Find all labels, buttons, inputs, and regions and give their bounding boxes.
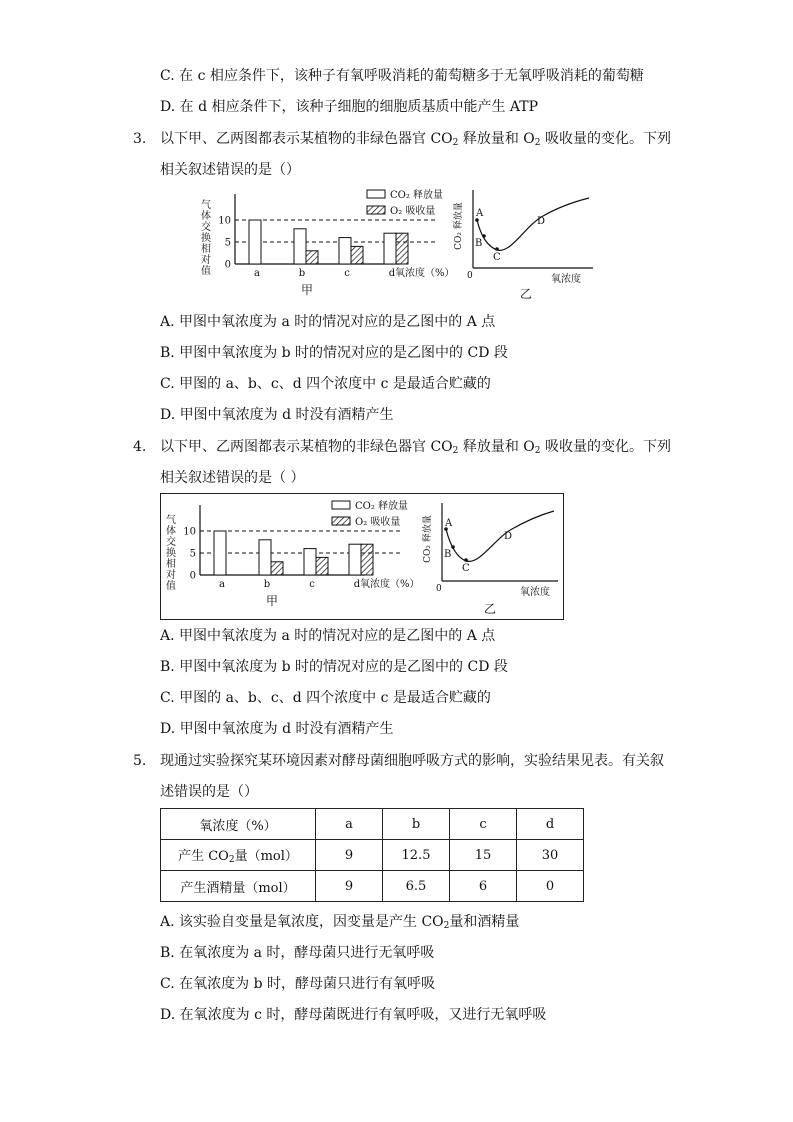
q4-option-d: D. 甲图中氧浓度为 d 时没有酒精产生 xyxy=(160,721,394,737)
point-a-label: A xyxy=(445,518,453,529)
y-label-char: 对 xyxy=(166,570,176,581)
point-d-label: D xyxy=(537,216,546,227)
q5-option-d: D. 在氧浓度为 c 时，酵母菌既进行有氧呼吸，又进行无氧呼吸 xyxy=(160,1007,547,1023)
q5-option-c: C. 在氧浓度为 b 时，酵母菌只进行有氧呼吸 xyxy=(160,976,435,992)
o2-bar-b xyxy=(306,251,318,264)
legend-co2-swatch xyxy=(332,501,350,509)
table-cell: 9 xyxy=(316,871,383,902)
x-tick-label: d xyxy=(388,268,396,279)
q5-stem-line2: 述错误的是（） xyxy=(160,784,258,800)
y-label-char: 体 xyxy=(201,211,211,222)
y-label-char: 交 xyxy=(201,222,211,233)
table-header-cell: 氧浓度（%） xyxy=(161,809,316,840)
y-tick-label: 5 xyxy=(224,237,231,249)
caption-right: 乙 xyxy=(520,287,533,300)
prev-option-d: D. 在 d 相应条件下，该种子细胞的细胞质基质中能产生 ATP xyxy=(160,99,539,115)
point-b-label: B xyxy=(475,238,483,249)
q3-option-d: D. 甲图中氧浓度为 d 时没有酒精产生 xyxy=(160,407,394,423)
y-label-char: 值 xyxy=(166,581,176,592)
y-tick-label: 10 xyxy=(183,526,196,538)
table-header-cell: a xyxy=(316,809,383,840)
legend-o2-swatch xyxy=(367,206,385,214)
co2-bar-c xyxy=(304,549,316,575)
o2-bar-d xyxy=(361,544,373,575)
right-origin: 0 xyxy=(467,271,473,281)
legend-co2-label: CO₂ 释放量 xyxy=(355,501,409,512)
table-cell: 12.5 xyxy=(383,840,450,871)
right-curve-chart xyxy=(452,190,593,300)
right-x-label: 氧浓度 xyxy=(520,587,550,598)
table-cell: 9 xyxy=(316,840,383,871)
caption-left: 甲 xyxy=(301,283,314,297)
table-cell: 6.5 xyxy=(383,871,450,902)
y-label-char: 对 xyxy=(201,255,211,266)
q5-option-b: B. 在氧浓度为 a 时，酵母菌只进行无氧呼吸 xyxy=(160,945,435,961)
y-label-char: 换 xyxy=(166,548,176,559)
table-cell: 0 xyxy=(517,871,584,902)
q3-stem-line2: 相关叙述错误的是（） xyxy=(160,162,300,178)
right-origin: 0 xyxy=(436,584,442,594)
o2-bar-b xyxy=(271,562,283,575)
legend-co2-swatch xyxy=(367,190,385,198)
co2-bar-a xyxy=(249,220,261,264)
q3-option-a: A. 甲图中氧浓度为 a 时的情况对应的是乙图中的 A 点 xyxy=(160,314,496,330)
o2-bar-c xyxy=(351,246,363,264)
co2-curve xyxy=(477,198,589,250)
y-label-char: 交 xyxy=(166,537,176,548)
q3-stem-line1: 以下甲、乙两图都表示某植物的非绿色器官 $CO_2$ 释放量和 $O_2$ 吸收量的变化。下列 xyxy=(160,131,671,148)
prev-option-c: C. 在 c 相应条件下，该种子有氧呼吸消耗的葡萄糖多于无氧呼吸消耗的葡萄糖 xyxy=(160,68,644,84)
o2-bar-d xyxy=(396,233,408,264)
x-tick-label: b xyxy=(298,268,306,279)
table-header-cell: d xyxy=(517,809,584,840)
point-a-label: A xyxy=(476,208,484,219)
y-label-char: 气 xyxy=(201,200,211,211)
y-label-char: 相 xyxy=(201,244,211,255)
x-axis-label: 氧浓度（%） xyxy=(395,268,455,279)
point-c-label: C xyxy=(462,563,470,574)
point-d-label: D xyxy=(504,531,513,542)
y-axis-label xyxy=(201,199,211,277)
legend-o2-swatch xyxy=(332,517,350,525)
o2-bar-c xyxy=(316,557,328,575)
table-row xyxy=(161,840,584,871)
legend-co2-label: CO₂ 释放量 xyxy=(390,190,444,201)
point-b-marker xyxy=(451,545,455,549)
q4-option-c: C. 甲图的 a、b、c、d 四个浓度中 c 是最适合贮藏的 xyxy=(160,690,491,706)
x-tick-label: a xyxy=(219,579,225,590)
point-b-marker xyxy=(482,234,486,238)
q4-number: 4. xyxy=(133,439,147,455)
q4-stem-line2: 相关叙述错误的是（ ） xyxy=(160,470,305,486)
co2-curve xyxy=(446,511,554,561)
table-row xyxy=(161,871,584,902)
point-c-label: C xyxy=(493,252,501,263)
y-tick-label: 0 xyxy=(189,570,196,582)
y-tick-label: 10 xyxy=(218,215,231,227)
q3-number: 3. xyxy=(133,131,147,147)
right-curve-chart xyxy=(421,503,558,616)
q5-number: 5. xyxy=(133,753,147,769)
x-tick-label: c xyxy=(344,268,350,279)
y-label-char: 气 xyxy=(166,515,176,526)
y-axis-label xyxy=(166,514,176,592)
q3-figure xyxy=(195,186,595,300)
q5-option-a: A. 该实验自变量是氧浓度，因变量是产生 $CO_2$量和酒精量 xyxy=(160,914,520,931)
co2-bar-a xyxy=(214,531,226,575)
q4-option-b: B. 甲图中氧浓度为 b 时的情况对应的是乙图中的 CD 段 xyxy=(160,659,508,675)
x-tick-label: c xyxy=(309,579,315,590)
right-y-label: CO₂ 释放量 xyxy=(423,515,433,563)
co2-bar-d xyxy=(384,233,396,264)
right-y-label: CO₂ 释放量 xyxy=(454,202,464,250)
table-cell: 15 xyxy=(450,840,517,871)
left-bar-chart xyxy=(166,499,420,608)
x-tick-label: b xyxy=(263,579,271,590)
point-c-marker xyxy=(495,247,499,251)
table-header-cell: b xyxy=(383,809,450,840)
table-cell: 30 xyxy=(517,840,584,871)
y-tick-label: 0 xyxy=(224,259,231,271)
q5-stem-line1: 现通过实验探究某环境因素对酵母菌细胞呼吸方式的影响，实验结果见表。有关叙 xyxy=(160,753,664,769)
co2-bar-b xyxy=(294,229,306,264)
q4-option-a: A. 甲图中氧浓度为 a 时的情况对应的是乙图中的 A 点 xyxy=(160,628,496,644)
q4-figure xyxy=(160,493,564,620)
x-tick-label: d xyxy=(353,579,361,590)
y-tick-label: 5 xyxy=(189,548,196,560)
q4-stem-line1: 以下甲、乙两图都表示某植物的非绿色器官 $CO_2$ 释放量和 $O_2$ 吸收量的变化。下列 xyxy=(160,439,671,456)
caption-right: 乙 xyxy=(484,602,497,616)
legend-o2-label: O₂ 吸收量 xyxy=(390,206,436,217)
point-b-label: B xyxy=(444,549,452,560)
x-axis-label: 氧浓度（%） xyxy=(360,579,420,590)
q3-option-b: B. 甲图中氧浓度为 b 时的情况对应的是乙图中的 CD 段 xyxy=(160,345,508,361)
table-row-label: 产生酒精量（mol） xyxy=(161,871,316,902)
y-label-char: 换 xyxy=(201,233,211,244)
right-x-label: 氧浓度 xyxy=(551,274,581,285)
legend-o2-label: O₂ 吸收量 xyxy=(355,517,401,528)
co2-bar-c xyxy=(339,238,351,264)
caption-left: 甲 xyxy=(266,594,279,608)
table-header-cell: c xyxy=(450,809,517,840)
y-label-char: 相 xyxy=(166,559,176,570)
table-header-row xyxy=(161,809,584,840)
point-c-marker xyxy=(464,558,468,562)
left-bar-chart xyxy=(201,188,455,297)
table-cell: 6 xyxy=(450,871,517,902)
y-label-char: 值 xyxy=(201,266,211,277)
q5-data-table xyxy=(160,808,584,902)
x-tick-label: a xyxy=(254,268,260,279)
q3-option-c: C. 甲图的 a、b、c、d 四个浓度中 c 是最适合贮藏的 xyxy=(160,376,491,392)
co2-bar-d xyxy=(349,544,361,575)
table-row-label: 产生 $CO_2$量（mol） xyxy=(161,840,316,871)
y-label-char: 体 xyxy=(166,526,176,537)
co2-bar-b xyxy=(259,540,271,575)
